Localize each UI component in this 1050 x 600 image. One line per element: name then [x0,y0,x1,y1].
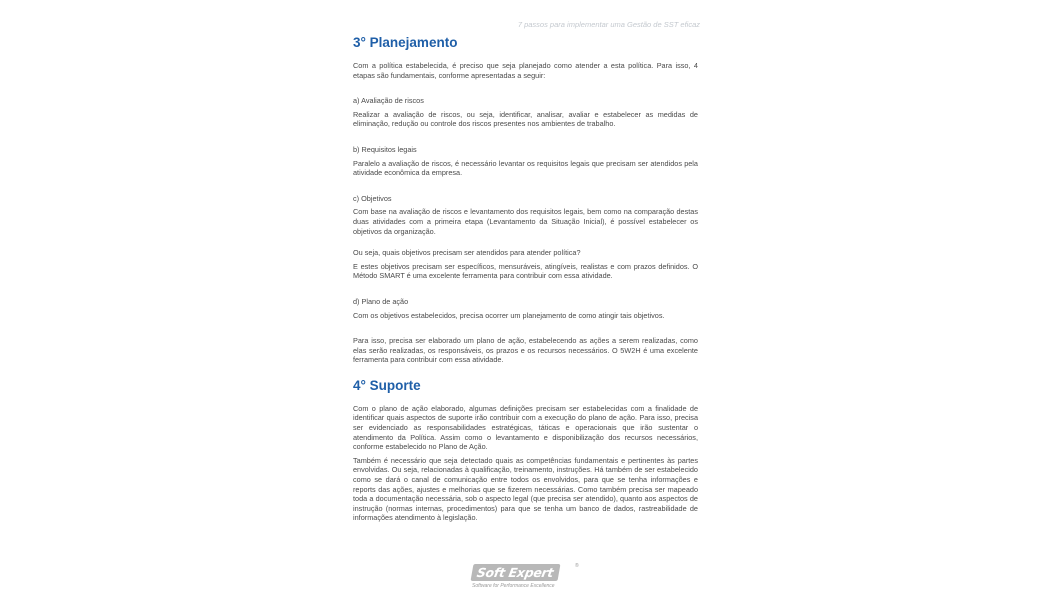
subsection-b-title: b) Requisitos legais [353,144,417,154]
subsection-d-text-2: Para isso, precisa ser elaborado um plano de ação, estabelecendo as ações a serem realizadas, como elas serão realizadas, os responsáveis, os prazos e os recursos necessários. O 5W2H é uma excelente ferramenta para contribuir com essa atividade. [353,336,698,365]
objectives-question: Ou seja, quais objetivos precisam ser atendidos para atender política? [353,248,581,258]
subsection-d-title: d) Plano de ação [353,296,409,306]
softexpert-logo [472,564,582,594]
page-content [353,34,698,523]
subsection-a-text: Realizar a avaliação de riscos, ou seja, identificar, analisar, avaliar e estabelecer as medidas de eliminação, redução ou controle dos riscos presentes nos ambientes de trabalho. [353,109,698,129]
running-header: 7 passos para implementar uma Gestão de SST eficaz [517,20,700,29]
section-3-intro: Com a política estabelecida, é preciso que seja planejado como atender a esta política. Para isso, 4 etapas são fundamentais, conforme apresentadas a seguir: [353,61,698,80]
logo-wordmark: Soft Expert [471,564,561,581]
subsection-a-title: a) Avaliação de riscos [353,96,424,106]
subsection-d-text: Com os objetivos estabelecidos, precisa ocorrer um planejamento de como atingir tais objetivos. [353,310,665,320]
subsection-c-title: c) Objetivos [353,193,392,203]
registered-mark: ® [575,563,579,569]
subsection-c-text: Com base na avaliação de riscos e levantamento dos requisitos legais, bem como na comparação destas duas atividades com a primeira etapa (Levantamento da Situação Inicial), é possível estabelecer os objetivos da organização. [353,207,698,236]
section-3-title: 3° Planejamento [353,35,458,50]
section-4-title: 4° Suporte [353,377,421,393]
section-4-paragraph-2: Também é necessário que seja detectado quais as competências fundamentais e pertinentes às partes envolvidas. Ou seja, relacionadas à qualificação, treinamento, instruções. Há também de ser estabelecido como se dará o canal de comunicação entre todos os envolvidos, para que se tenha informações e reports das ações, ajustes e melhorias que se fizerem necessárias. Como também precisa ser mapeado toda a documentação necessária, sob o aspecto legal (que precisa ser atendido), quanto aos aspectos de instrução (normas internas, procedimentos) para que se tenha um banco de dados, rastreabilidade de informações atendimento à legislação. [353,455,698,523]
subsection-b-text: Paralelo a avaliação de riscos, é necessário levantar os requisitos legais que precisam ser atendidos pela atividade econômica da empresa. [353,158,698,178]
section-4-paragraph-1: Com o plano de ação elaborado, algumas definições precisam ser estabelecidas com a finalidade de identificar quais aspectos de suporte irão contribuir com a execução do plano de ação. Para isso, precisa ser evidenciado as responsabilidades estratégicas, táticas e operacionais que irão sustentar o atendimento da Política. Assim como o levantamento e disponibilização dos recursos necessários, conforme estabelecido no Plano de Ação. [353,403,698,452]
logo-tagline: Software for Performance Excellence [472,583,555,589]
objectives-question-text: E estes objetivos precisam ser específicos, mensuráveis, atingíveis, realistas e com prazos definidos. O Método SMART é uma excelente ferramenta para contribuir com essa atividade. [353,261,698,281]
